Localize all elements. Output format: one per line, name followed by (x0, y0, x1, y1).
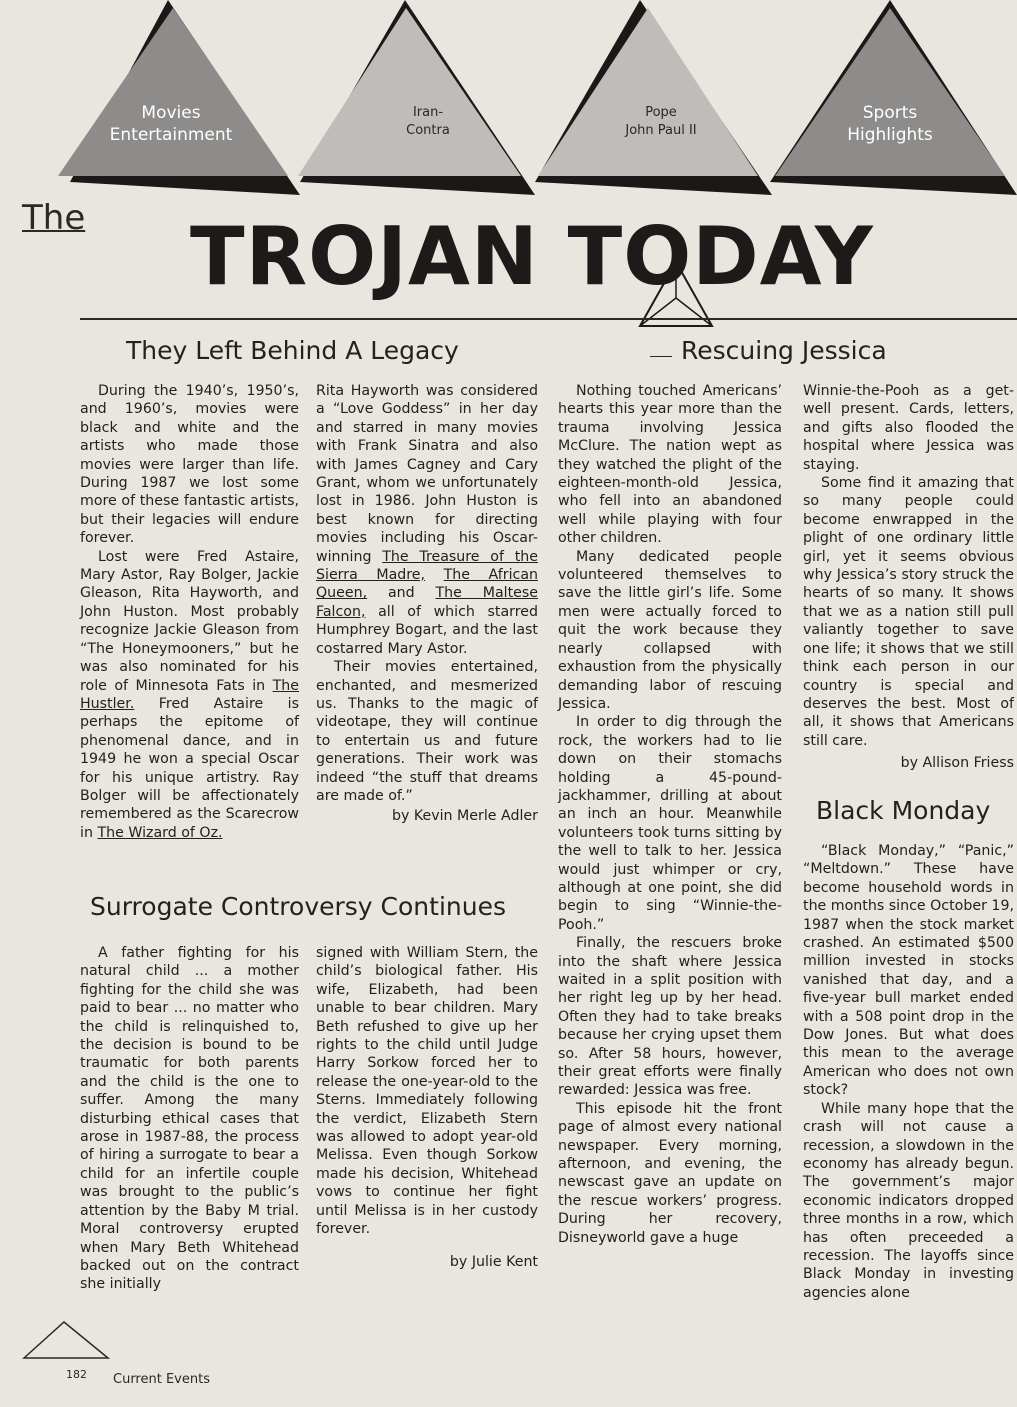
masthead-title: TROJAN TODAY (190, 210, 874, 303)
jessica-paragraph: Winnie-the-Pooh as a get-well present. Cards, letters, and gifts also flooded the hospital where Jessica was staying. (803, 383, 1014, 473)
masthead-rule (80, 318, 1017, 320)
legacy-paragraph: During the 1940’s, 1950’s, and 1960’s, movies were black and white and the artists who made those movies were larger than life. During 1987 we lost some more of these fantastic artists, but their legacies will endure forever. (80, 383, 299, 547)
triangle-sports (775, 8, 1005, 176)
byline-surrogate: by Julie Kent (449, 1253, 538, 1270)
triangle-pope (538, 8, 758, 176)
monday-paragraph: While many hope that the crash will not cause a recession, a slowdown in the economy has already begun. The government’s major economic indicators dropped three months in a row, which has often preceeded a recession. The layoffs since Black Monday in investing agencies alone (803, 1100, 1014, 1301)
headline-black-monday: Black Monday (816, 796, 991, 825)
jessica-paragraph: Many dedicated people volunteered themselves to save the little girl’s life. Some men were actually forced to quit the work because they nearly collapsed with exhaustion from the physically demanding labor of rescuing Jessica. (558, 548, 782, 712)
monday-column (803, 842, 1014, 1302)
footer-triangle-icon (20, 1318, 110, 1363)
jessica-column-1 (558, 382, 782, 1247)
legacy-column-2 (316, 382, 538, 826)
legacy-paragraph: Rita Hayworth was considered a “Love Goddess” in her day and starred in many movies with Frank Sinatra and also with James Cagney and Cary Grant, whom we unfortunately lost in 1986. John Huston is best known for directing movies including his Oscar-winning The Treasure of the Sierra Madre, The African Queen, and The Maltese Falcon, all of which starred Humphrey Bogart, and the last costarred Mary Astor. (316, 383, 539, 657)
headline-surrogate: Surrogate Controversy Continues (90, 892, 506, 921)
legacy-paragraph: Lost were Fred Astaire, Mary Astor, Ray Bolger, Jackie Gleason, Rita Hayworth, and John Huston. Most probably recognize Jackie Gleason from “The Honeymooners,” but he was also nominated for his role of Minnesota Fats in The Hustler. Fred Astaire is perhaps the epitome of phenomenal dance, and in 1949 he won a special Oscar for his unique artistry. Ray Bolger will be affectionately remembered as the Scarecrow in The Wizard of Oz. (80, 548, 299, 841)
triangle-label-iran-contra: Iran- Contra (406, 105, 450, 138)
jessica-paragraph: In order to dig through the rock, the workers had to lie down on their stomachs holding a 45-pound-jackhammer, drilling at about an inch an hour. Meanwhile volunteers took turns sitting by the well to talk to her. Jessica would just whimper or cry, although at one point, she did begin to sing “Winnie-the-Pooh.” (558, 714, 782, 933)
surrogate-paragraph: signed with William Stern, the child’s biological father. His wife, Elizabeth, had been unable to bear children. Mary Beth refushed to give up her rights to the child until Judge Harry Sorkow forced her to release the one-year-old to the Sterns. Immediately following the verdict, Elizabeth Stern was allowed to adopt year-old Melissa. Even though Sorkow made his decision, Whitehead vows to continue her fight until Melissa is in her custody forever. (316, 945, 538, 1238)
byline-jessica: by Allison Friess (900, 755, 1014, 772)
triangle-iran-contra (298, 8, 521, 176)
surrogate-column-2 (316, 944, 538, 1271)
triangle-label-movies: Movies Entertainment (109, 103, 233, 145)
legacy-column-1 (80, 382, 299, 842)
masthead-prefix: The (22, 198, 86, 238)
byline-legacy: by Kevin Merle Adler (391, 808, 538, 825)
triangle-label-pope: Pope John Paul II (625, 105, 697, 138)
jessica-paragraph: Some find it amazing that so many people could become enwrapped in the plight of one ordinary little girl, yet it seems obvious why Jessica’s story struck the hearts of so many. It shows that we as a nation still pull valiantly together to save one life; it shows that we still think each person in our country is special and deserves the best. Most of all, it shows that Americans still care. (803, 475, 1014, 749)
jessica-paragraph: This episode hit the front page of almost every national newspaper. Every morning, afternoon, and evening, the newscast gave an update on the rescue workers’ progress. During her recovery, Disneyworld gave a huge (558, 1100, 782, 1246)
jessica-paragraph: Finally, the rescuers broke into the shaft where Jessica waited in a split position with her right leg up by her head. Often they had to take breaks because her crying upset them so. After 58 hours, however, their great efforts were finally rewarded: Jessica was free. (558, 935, 782, 1099)
section-name: Current Events (113, 1372, 210, 1387)
headline-jessica-rule (650, 356, 672, 357)
triangle-movies (58, 8, 288, 176)
page-number: 182 (66, 1368, 87, 1381)
monday-paragraph: “Black Monday,” “Panic,” “Meltdown.” These have become household words in the months since October 19, 1987 when the stock market crashed. An estimated $500 million invested in stocks vanished that day, and a five-year bull market ended with a 508 point drop in the Dow Jones. But what does this mean to the average American who does not own stock? (803, 843, 1014, 1099)
jessica-column-2 (803, 382, 1014, 773)
headline-legacy: They Left Behind A Legacy (126, 336, 459, 365)
headline-jessica: Rescuing Jessica (681, 336, 887, 365)
jessica-paragraph: Nothing touched Americans’ hearts this year more than the trauma involving Jessica McClure. The nation wept as they watched the plight of the eighteen-month-old Jessica, who fell into an abandoned well while playing with four other children. (558, 383, 782, 547)
surrogate-column-1 (80, 944, 299, 1294)
triangle-label-sports: Sports Highlights (847, 103, 933, 145)
legacy-paragraph: Their movies entertained, enchanted, and mesmerized us. Thanks to the magic of videotape, they will continue to entertain us and future generations. Their work was indeed “the stuff that dreams are made of.” (316, 659, 538, 804)
surrogate-paragraph: A father fighting for his natural child ... a mother fighting for the child she was paid to bear ... no matter who the child is relinquished to, the decision is bound to be traumatic for both parents and the child is the one to suffer. Among the many disturbing ethical cases that arose in 1987-88, the process of hiring a surrogate to bear a child for an infertile couple was brought to the public’s attention by the Baby M trial. Moral controversy erupted when Mary Beth Whitehead backed out on the contract she initially (80, 945, 299, 1293)
